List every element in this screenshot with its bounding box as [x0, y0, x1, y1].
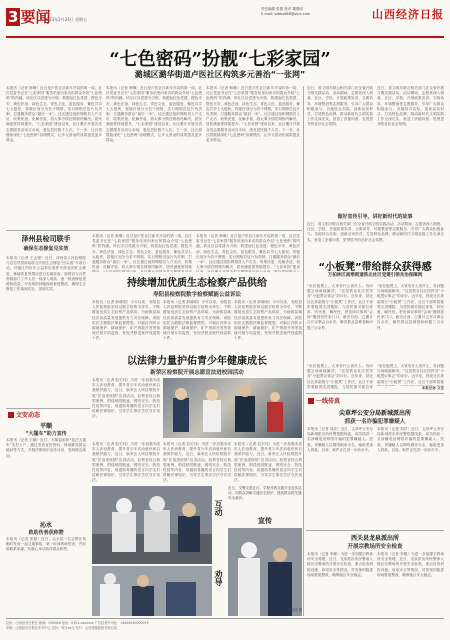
procuratorate-headline: 持续增加优质生态检察产品供给 [127, 278, 267, 289]
upper-body-b: 本报讯（记者 韩琳）近日是卢医社区新年开局的第一周，社区党委书记在“七彩家园”服务站里向来访的群众介绍“七色密码”的内涵。该社区以党建为引领，构建起红色党建、橙色平安、黄色法治、绿色生态、青色文化、蓝色服务、紫色共享七大板块，将辖区划分为若干网格，实行网格员包片负责制，打通服务群众“最后一米”。社区通过组织网格员入户走访、收集民意、化解矛盾，将大事小情在网格内解决，居民满意度持续提升。“七彩家园”建设 [196, 234, 300, 270]
lead-body-col3: 本报讯（记者 韩琳）近日是卢医社区新年开局的第一周，社区党委书记在“七彩家园”服务站里向来访的群众介绍“七色密码”的内涵。该社区以党建为引领，构建起红色党建、橙色平安、黄色法治、绿色生态、青色文化、蓝色服务、紫色共享七大板块，将辖区划分为若干网格，实行网格员包片负责制，打通服务群众“最后一米”。社区通过组织网格员入户走访、收集民意、化解矛盾，将大事小情在网格内解决，居民满意度持续提升。“七彩家园”建设以来，社区累计开展各类志愿服务活动百余场，惠及居民数千人次。下一步，社区将继续深化“七色密码”治理模式，让多元善治的成果惠及更多群众。 [206, 86, 300, 143]
right-divider [306, 393, 444, 394]
law-photo [163, 378, 302, 438]
right-feature-banner [305, 258, 445, 280]
procuratorate-body-a: 本报讯（记者 薛晓明）今年以来，寿阳县人民检察院坚持以数字检察为牵引，不断增加优质生态检察产品供给，为助推县域经济高质量发展提供有力司法保障。该院依托大数据法律监督模型，对辖区内的水源地保护、耕地保护、矿产资源开发等领域开展专项监督，发现并移送案件线索数十件。 [92, 300, 160, 341]
right-top-caption: 做好宣传引导，讲好新时代的故事 [337, 214, 413, 220]
right-feature-subheadline: 万柏林区南寒街道铁北社区党建引领共治保障网 [327, 273, 423, 278]
photo-feature-caption-top: 近日，交警走进社区、学校开展交通安全宣传活动，向群众讲解交通安全知识，提高群众的交通安全意识。 [228, 486, 302, 500]
law-body-b: 本报讯（记者 赵宏伟）为进一步加强未成年人法治教育，提升青少年法治意识和自我保护能力，近日，新荣区人民检察院开展“法治进校园”宣讲活动。检察官结合典型案例，围绕校园欺凌、网络安全、防范性侵等内容，用通俗易懂的语言向学生们讲解法律知识，引导学生尊法学法守法用法。 [92, 442, 160, 482]
photo-feature-title: 宣传 [258, 517, 272, 525]
law-headline: 以法律力量护佑青少年健康成长 [127, 356, 267, 367]
zezhou-subheadline: 确保生态修复见实效 [23, 246, 69, 252]
column-divider [303, 86, 304, 616]
right-top-body-c: 近日，省文明办联合相关部门在全省开展文明实践活动。活动期间，志愿者深入街巷、社区、学校，开展政策宣讲、文明劝导、环境整治等志愿服务，引导广大群众积极参与。各地结合实际，创新活动形式，打造特色品牌，推动新时代文明实践工作走深走实，营造了崇德向善、见贤思齐的良好社会氛围。 [307, 222, 444, 242]
sidebar-item1-title: 尖草坪公安分局新城派出所 [338, 410, 411, 417]
lead-body-col2: 本报讯（记者 韩琳）近日是卢医社区新年开局的第一周，社区党委书记在“七彩家园”服务站里向来访的群众介绍“七色密码”的内涵。该社区以党建为引领，构建起红色党建、橙色平安、黄色法治、绿色生态、青色文化、蓝色服务、紫色共享七大板块，将辖区划分为若干网格，实行网格员包片负责制，打通服务群众“最后一米”。社区通过组织网格员入户走访、收集民意、化解矛盾，将大事小情在网格内解决，居民满意度持续提升。“七彩家园”建设以来，社区累计开展各类志愿服务活动百余场，惠及居民数千人次。下一步，社区将继续深化“七色密码”治理模式，让多元善治的成果惠及更多群众。 [106, 86, 202, 143]
law-body-c: 本报讯（记者 赵宏伟）为进一步加强未成年人法治教育，提升青少年法治意识和自我保护能力，近日，新荣区人民检察院开展“法治进校园”宣讲活动。检察官结合典型案例，围绕校园欺凌、网络安全、防范性侵等内容，用通俗易懂的语言向学生们讲解法律知识，引导学生尊法学法守法用法。 [163, 442, 231, 482]
section-divider [6, 230, 302, 231]
right-feature-body-c: “坐在板凳上，大家有什么说什么，有问题当场就能解决。”这是铁北社区居民对“小板凳议事会”的评价。近年来，铁北社区探索推行“小板凳”工作法，社区干部带着板凳走进楼院，与居民面对面拉家 [307, 364, 373, 389]
upper-body-a: 本报讯（记者 韩琳）近日是卢医社区新年开局的第一周，社区党委书记在“七彩家园”服务站里向来访的群众介绍“七色密码”的内涵。该社区以党建为引领，构建起红色党建、橙色平安、黄色法治、绿色生态、青色文化、蓝色服务、紫色共享七大板块，将辖区划分为若干网格，实行网格员包片负责制，打通服务群众“最后一米”。社区通过组织网格员入户走访、收集民意、化解矛盾，将大事小情在网格内解决，居民满意度持续 [92, 234, 192, 270]
right-feature-body-d: “坐在板凳上，大家有什么说什么，有问题当场就能解决。”这是铁北社区居民对“小板凳议事会”的评价。近年来，铁北社区探索推行“小板凳”工作法，社区干部带着板 [377, 364, 444, 384]
page-footer [6, 618, 444, 636]
left-item2-title: 沁水 [39, 522, 52, 529]
editor-info: 责任编辑 张蕾 校对 董慧明 E-mail: szbbs888@sina.com [261, 7, 311, 16]
right-feature-byline: 本报记者 文龙 [421, 386, 444, 390]
photo-byline: 通讯员 摄 [286, 608, 302, 612]
lead-headline: “七色密码”扮靓“七彩家园” [109, 49, 331, 70]
left-item1-title: 平顺 [39, 423, 52, 430]
procuratorate-body-c: 本报讯（记者 薛晓明）今年以来，寿阳县人民检察院坚持以数字检察为牵引，不断增加优质生态检察产品供给，为助推县域经济高质量发展提供有力司法保障。该院依托大数据法律监督模型，对辖区内的水源地保护、耕地保护、矿产资源开发等领域开展专项监督，发现并移送案件线索数十件。 [234, 300, 302, 341]
right-divider-2 [306, 530, 444, 531]
feature-photo-2 [92, 566, 212, 616]
right-feature-headline: “小板凳”带给群众获得感 [318, 262, 432, 273]
left-divider [6, 408, 90, 409]
feature-photo-1 [92, 486, 212, 564]
law-body-a: 本报讯（记者 赵宏伟）为进一步加强未成年人法治教育，提升青少年法治意识和自我保护能力，近日，新荣区人民检察院开展“法治进校园”宣讲活动。检察官结合典型案例，围绕校园欺凌、网络安全、防范性侵等内容，用通俗易懂的语言向学生们讲解法律知识，引导学生尊法学法守法用法。 [92, 378, 160, 419]
photo-vertical-title-1: 互动 [214, 500, 224, 516]
right-feature-body-b: “坐在板凳上，大家有什么说什么，有问题当场就能解决。”这是铁北社区居民对“小板凳议事会”的评价。近年来，铁北社区探索推行“小板凳”工作法，社区干部带着板凳走进楼院，与居民面对面拉家常、听民意、解民忧，把协商议事的“会场”搬到居民家门口。截至目前，已累计召开议事会百余次，解决群众急难愁盼问题三百余件。 [377, 284, 444, 330]
right-top-body-b: 近日，省文明办联合相关部门在全省开展文明实践活动。活动期间，志愿者深入街巷、社区、学校，开展政策宣讲、文明劝导、环境整治等志愿服务，引导广大群众积极参与。各地结合实际，创新活动形式，打造特色品牌，推动新时代文明实践工作走深走实，营造了崇德向善、见贤思齐的良好社会氛围。 [377, 86, 444, 127]
footer-line-1: 社址：山西经济日报社 邮编：030006 电话：0351-xxxxxxx 广告经营许可证：14000040000073 [6, 621, 149, 625]
sidebar-item2-body-a: 本报讯（记者 李娜）为进一步加强宗教场所安全管理，近日，龙泉派出所民警深入辖区宗教场所开展安全检查，重点检查消防设施、用电安全等情况，对发现的隐患现场督促整改，确保辖区安全稳定。 [307, 552, 373, 577]
right-top-body-a: 近日，省文明办联合相关部门在全省开展文明实践活动。活动期间，志愿者深入街巷、社区、学校，开展政策宣讲、文明劝导、环境整治等志愿服务，引导广大群众积极参与。各地结合实际，创新活动形式，打造特色品牌，推动新时代文明实践工作走深走实，营造了崇德向善、见贤思齐的良好社会氛围。 [307, 86, 373, 127]
left-item2-sub: 救助伤者获称赞 [28, 530, 64, 536]
sidebar-item2-sub: 开展宗教场所安全检查 [347, 544, 403, 550]
zezhou-body: 本报讯（记者 王志强）近日，泽州县人民检察院与县自然资源局联合开展生态修复“回头看”专项行动，对辖区内历年公益诉讼案件中涉及的矿山修复、林地恢复等情况进行实地检查。检察官与自然资源部门工作人员一同深入现场，逐一核查修复进度和质量，对发现的问题现场督促整改，确保生态修复工作落到实处、见到实效。 [6, 256, 86, 292]
left-item2-body: 本报讯（记者 张磊）近日，沁水县一名交警在执勤时发现一起交通事故，第一时间救助伤者，并协助联系家属，其暖心举动获得群众称赞。 [6, 537, 86, 552]
sidebar-item1-body-a: 本报讯（记者 刘洋）近日，尖草坪公安分局新城派出所民警根据线索，成功抓获一名涉嫌电信网络诈骗的犯罪嫌疑人。经查，该嫌疑人以网络刷单为名，骗取受害人钱款。目前，案件正在进一步侦办中。 [307, 427, 373, 452]
procuratorate-subheadline: 寿阳县检察院数字检察赋能公益诉讼 [152, 292, 241, 298]
left-section-tag: 文安动态 [8, 410, 40, 419]
issue-date: 2023年2月24日 星期五 [44, 17, 88, 22]
zezhou-headline: 泽州县检司联手 [21, 234, 71, 243]
photo-vertical-title-2: 劝导 [214, 570, 224, 586]
left-item1-sub: “大篷车”助力宣传 [25, 431, 67, 437]
sidebar-tag: 一线传真 [308, 396, 340, 405]
lead-subheadline: 潞城区潞华街道卢医社区构筑多元善治“一张网” [134, 70, 306, 79]
left-item1-body: 本报讯（记者 王鹏）近日，平顺县组织“普法大篷车”走村入户，通过发放宣传资料、现场解答群众疑问等方式，开展法律知识宣传活动，受到群众欢迎。 [6, 438, 86, 458]
lead-body-col1: 本报讯（记者 韩琳）近日是卢医社区新年开局的第一周，社区党委书记在“七彩家园”服务站里向来访的群众介绍“七色密码”的内涵。该社区以党建为引领，构建起红色党建、橙色平安、黄色法治、绿色生态、青色文化、蓝色服务、紫色共享七大板块，将辖区划分为若干网格，实行网格员包片负责制，打通服务群众“最后一米”。社区通过组织网格员入户走访、收集民意、化解矛盾，将大事小情在网格内解决，居民满意度持续提升。“七彩家园”建设以来，社区累计开展各类志愿服务活动百余场，惠及居民数千人次。下一步，社区将继续深化“七色密码”治理模式，让多元善治的成果惠及更多群众。 [6, 86, 102, 143]
page-header [6, 4, 444, 38]
sidebar-item1-body-b: 本报讯（记者 刘洋）近日，尖草坪公安分局新城派出所民警根据线索，成功抓获一名涉嫌电信网络诈骗的犯罪嫌疑人。经查，该嫌疑人以网络刷单为名，骗取受害人钱款。目前，案件正在进一步侦办中。 [377, 427, 444, 452]
newspaper-logo: 山西经济日报 [372, 8, 444, 21]
law-body-d: 本报讯（记者 赵宏伟）为进一步加强未成年人法治教育，提升青少年法治意识和自我保护能力，近日，新荣区人民检察院开展“法治进校园”宣讲活动。检察官结合典型案例，围绕校园欺凌、网络安全、防范性侵等内容，用通俗易懂的语言向学生们讲解法律知识，引导学生尊法学法守法用法。 [234, 442, 302, 482]
sidebar-item2-title: 西关县龙泉派出所 [350, 535, 399, 542]
right-feature-body-a: “坐在板凳上，大家有什么说什么，有问题当场就能解决。”这是铁北社区居民对“小板凳议事会”的评价。近年来，铁北社区探索推行“小板凳”工作法，社区干部带着板凳走进楼院，与居民面对面拉家常、听民意、解民忧，把协商议事的“会场”搬到居民家门口。截至目前，已累计召开议事会百余次，解决群众急难愁盼问题三百余件。 [307, 284, 373, 330]
sidebar-item2-body-b: 本报讯（记者 李娜）为进一步加强宗教场所安全管理，近日，龙泉派出所民警深入辖区宗教场所开展安全检查，重点检查消防设施、用电安全等情况，对发现的隐患现场督促整改，确保辖区安全稳定。 [377, 552, 444, 577]
sidebar-item1-sub: 抓获一名诈骗犯罪嫌疑人 [344, 419, 406, 425]
procuratorate-body-b: 本报讯（记者 薛晓明）今年以来，寿阳县人民检察院坚持以数字检察为牵引，不断增加优质生态检察产品供给，为助推县域经济高质量发展提供有力司法保障。该院依托大数据法律监督模型，对辖区内的水源地保护、耕地保护、矿产资源开发等领域开展专项监督，发现并移送案件线索数十件。 [163, 300, 231, 341]
footer-line-2: 印刷：山西经济日报社印务中心 定价：每月xx元 发行：山西省邮政报刊发行局 [6, 625, 117, 630]
law-subheadline: 新荣区检察院开展志愿宣法进校园活动 [150, 370, 244, 376]
page-number: 3 要闻 [8, 8, 51, 26]
feature-photo-3 [228, 528, 302, 616]
